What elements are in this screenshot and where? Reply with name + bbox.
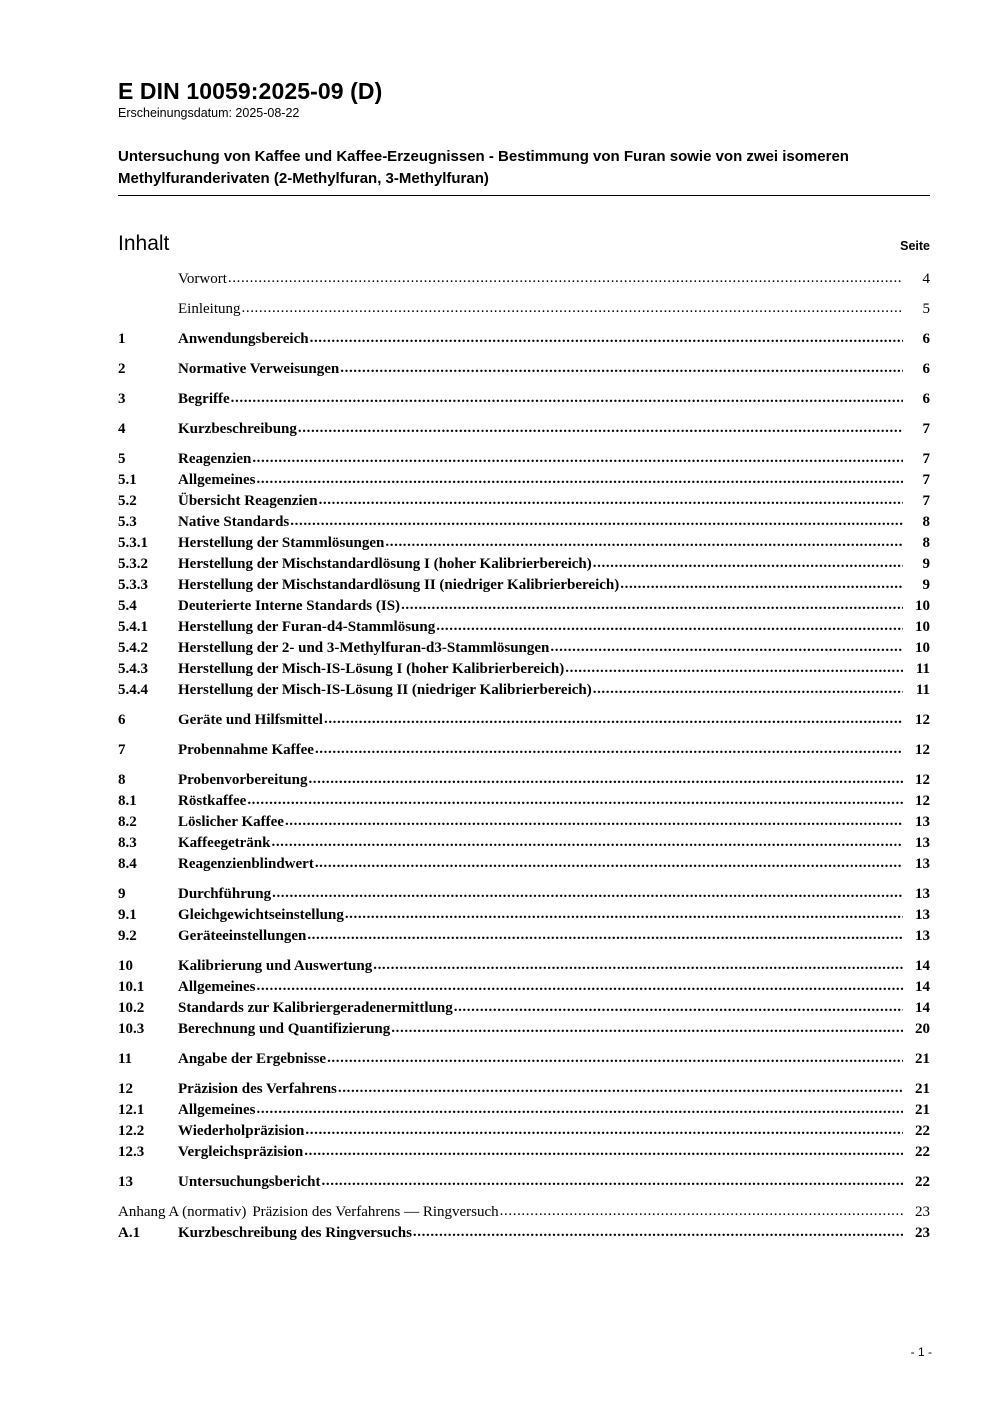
toc-leader-dots <box>315 742 903 757</box>
toc-leader-dots <box>338 1081 903 1096</box>
toc-entry-label: Untersuchungsbericht <box>178 1174 321 1191</box>
toc-page-column-label: Seite <box>900 239 930 254</box>
toc-entry-number: 2 <box>118 361 126 378</box>
toc-entry-number: 12 <box>118 1081 133 1098</box>
toc-entry-number: 5.3.3 <box>118 577 148 594</box>
toc-entry-label: Kurzbeschreibung <box>178 421 297 438</box>
toc-entry-page: 7 <box>922 421 930 438</box>
toc-entry[interactable] <box>118 662 930 683</box>
toc-entry[interactable] <box>118 620 930 641</box>
toc-leader-dots <box>593 556 903 571</box>
toc-entry[interactable] <box>118 599 930 620</box>
toc-header-row <box>118 232 930 256</box>
toc-entry-number: 5.4 <box>118 598 137 615</box>
document-header <box>118 78 932 196</box>
toc-entry-number: 12.1 <box>118 1102 145 1119</box>
toc-entry-page: 7 <box>922 451 930 468</box>
toc-entry-page: 13 <box>915 886 930 903</box>
toc-entry-page: 14 <box>915 958 930 975</box>
toc-entry-label: Kurzbeschreibung des Ringversuchs <box>178 1225 412 1242</box>
toc-entry-number: 8.2 <box>118 814 137 831</box>
toc-entry-page: 7 <box>922 472 930 489</box>
toc-entry-number: 5.3.2 <box>118 556 148 573</box>
toc-entry-page: 9 <box>922 556 930 573</box>
toc-entry-number: 5.4.4 <box>118 682 148 699</box>
toc-entry[interactable] <box>118 980 930 1001</box>
toc-entry-label: Präzision des Verfahrens — Ringversuch <box>252 1204 499 1221</box>
toc-entry-label: Deuterierte Interne Standards (IS) <box>178 598 401 615</box>
toc-entry-label: Geräte und Hilfsmittel <box>178 712 323 729</box>
toc-entry-number: 8 <box>118 772 126 789</box>
toc-entry[interactable] <box>118 743 930 764</box>
toc-entry[interactable] <box>118 362 930 383</box>
toc-entry-number: 5 <box>118 451 126 468</box>
toc-entry-number: 5.4.2 <box>118 640 148 657</box>
toc-leader-dots <box>271 835 903 850</box>
toc-entry-page: 11 <box>915 661 930 678</box>
toc-leader-dots <box>593 682 903 697</box>
toc-entry-label: Native Standards <box>178 514 290 531</box>
toc-leader-dots <box>298 421 903 436</box>
toc-entry[interactable] <box>118 1001 930 1022</box>
toc-entry-page: 22 <box>915 1123 930 1140</box>
toc-entry-label: Herstellung der Mischstandardlösung II (niedriger Kalibrierbereich) <box>178 577 620 594</box>
toc-entry[interactable] <box>118 578 930 599</box>
toc-entry-number: 8.4 <box>118 856 137 873</box>
toc-leader-dots <box>228 271 903 286</box>
toc-entry-number: 9.1 <box>118 907 137 924</box>
toc-entry-number: 10 <box>118 958 133 975</box>
toc-entry[interactable] <box>118 773 930 794</box>
toc-entry-label: Röstkaffee <box>178 793 247 810</box>
toc-entry-label: Reagenzien <box>178 451 252 468</box>
toc-entry-page: 22 <box>915 1174 930 1191</box>
toc-entry[interactable] <box>118 929 930 950</box>
toc-entry-page: 10 <box>915 640 930 657</box>
toc-entry-page: 14 <box>915 1000 930 1017</box>
toc-entry-number: 9.2 <box>118 928 137 945</box>
toc-entry-label: Herstellung der 2- und 3-Methylfuran-d3-Stammlösungen <box>178 640 550 657</box>
toc-entry-page: 22 <box>915 1144 930 1161</box>
toc-entry[interactable] <box>118 794 930 815</box>
toc-entry-page: 21 <box>915 1102 930 1119</box>
toc-entry-page: 13 <box>915 835 930 852</box>
toc-entry-number: 13 <box>118 1174 133 1191</box>
toc-entry[interactable] <box>118 683 930 704</box>
toc-entry-page: 13 <box>915 907 930 924</box>
toc-entry-page: 5 <box>922 301 930 318</box>
toc-leader-dots <box>315 856 903 871</box>
toc-entry-page: 8 <box>922 514 930 531</box>
toc-entry[interactable] <box>118 908 930 929</box>
toc-entry-label: Begriffe <box>178 391 230 408</box>
toc-leader-dots <box>324 712 903 727</box>
toc-entry-label: Probenvorbereitung <box>178 772 308 789</box>
toc-entry[interactable] <box>118 1175 930 1196</box>
toc-leader-dots <box>252 451 903 466</box>
toc-entry-number: 12.3 <box>118 1144 145 1161</box>
toc-entry-label: Allgemeines <box>178 1102 256 1119</box>
toc-entry-page: 9 <box>922 577 930 594</box>
toc-leader-dots <box>256 1102 903 1117</box>
toc-entry-label: Geräteeinstellungen <box>178 928 307 945</box>
toc-entry[interactable] <box>118 515 930 536</box>
toc-entry-page: 14 <box>915 979 930 996</box>
toc-leader-dots <box>304 1144 903 1159</box>
toc-leader-dots <box>413 1225 903 1240</box>
toc-entry[interactable] <box>118 272 930 293</box>
toc-entry-number: 6 <box>118 712 126 729</box>
toc-entry-number: 8.3 <box>118 835 137 852</box>
toc-entry-page: 7 <box>922 493 930 510</box>
toc-entry-page: 20 <box>915 1021 930 1038</box>
page-number: - 1 - <box>910 1345 932 1359</box>
toc-entry[interactable] <box>118 836 930 857</box>
toc-entry[interactable] <box>118 332 930 353</box>
toc-entry[interactable] <box>118 1124 930 1145</box>
toc-entry-number: 10.2 <box>118 1000 145 1017</box>
document-number: E DIN 10059:2025-09 (D) <box>118 78 383 104</box>
toc-entry-label: Übersicht Reagenzien <box>178 493 318 510</box>
toc-leader-dots <box>310 331 903 346</box>
toc-entry-page: 10 <box>915 598 930 615</box>
toc-entry-page: 23 <box>915 1204 930 1221</box>
toc-entry[interactable] <box>118 857 930 878</box>
toc-entry[interactable] <box>118 452 930 473</box>
toc-leader-dots <box>305 1123 903 1138</box>
toc-entry[interactable] <box>118 815 930 836</box>
toc-entry-label: Herstellung der Stammlösungen <box>178 535 385 552</box>
toc-entry-label: Reagenzienblindwert <box>178 856 314 873</box>
toc-entry-number: 5.3.1 <box>118 535 148 552</box>
toc-entry-label: Anwendungsbereich <box>178 331 309 348</box>
toc-entry-number: 11 <box>118 1051 133 1068</box>
toc-entry-label: Allgemeines <box>178 472 256 489</box>
toc-leader-dots <box>247 793 903 808</box>
toc-entry-label: Normative Verweisungen <box>178 361 340 378</box>
toc-entry[interactable] <box>118 536 930 557</box>
toc-entry[interactable] <box>118 1226 930 1247</box>
toc-entry-page: 8 <box>922 535 930 552</box>
toc-entry-label: Berechnung und Quantifizierung <box>178 1021 391 1038</box>
toc-entry-page: 13 <box>915 856 930 873</box>
toc-entry-number: 10.3 <box>118 1021 145 1038</box>
toc-entry-page: 6 <box>922 361 930 378</box>
toc-entry-page: 21 <box>915 1081 930 1098</box>
toc-entry[interactable] <box>118 641 930 662</box>
toc-leader-dots <box>500 1204 903 1219</box>
toc-entry-label: Löslicher Kaffee <box>178 814 284 831</box>
toc-entry[interactable] <box>118 887 930 908</box>
toc-entry-number: 5.1 <box>118 472 137 489</box>
toc-entry-page: 10 <box>915 619 930 636</box>
toc-entry-label: Einleitung <box>178 301 241 318</box>
table-of-contents <box>118 272 930 1247</box>
toc-entry[interactable] <box>118 1103 930 1124</box>
toc-leader-dots <box>340 361 903 376</box>
toc-leader-dots <box>436 619 903 634</box>
toc-entry-number: 4 <box>118 421 126 438</box>
toc-leader-dots <box>550 640 903 655</box>
toc-entry-label: Kaffeegetränk <box>178 835 271 852</box>
toc-entry-label: Kalibrierung und Auswertung <box>178 958 373 975</box>
toc-leader-dots <box>385 535 903 550</box>
document-title: Untersuchung von Kaffee und Kaffee-Erzeugnissen - Bestimmung von Furan sowie von zwei isomeren Methylfuranderivaten (2-Methylfuran, 3-Methylfuran) <box>118 146 930 196</box>
toc-entry-label: Durchführung <box>178 886 272 903</box>
toc-entry[interactable] <box>118 557 930 578</box>
toc-entry-page: 12 <box>915 712 930 729</box>
toc-entry[interactable] <box>118 473 930 494</box>
toc-leader-dots <box>307 928 903 943</box>
toc-entry[interactable] <box>118 392 930 413</box>
toc-entry[interactable] <box>118 302 930 323</box>
toc-entry-label: Präzision des Verfahrens <box>178 1081 337 1098</box>
toc-leader-dots <box>345 907 903 922</box>
toc-entry-label: Allgemeines <box>178 979 256 996</box>
toc-leader-dots <box>319 493 903 508</box>
toc-leader-dots <box>308 772 903 787</box>
toc-leader-dots <box>242 301 904 316</box>
toc-entry[interactable] <box>118 1145 930 1166</box>
toc-entry-number: 10.1 <box>118 979 145 996</box>
toc-leader-dots <box>373 958 903 973</box>
toc-leader-dots <box>231 391 903 406</box>
toc-entry[interactable] <box>118 494 930 515</box>
toc-leader-dots <box>391 1021 903 1036</box>
toc-entry-number: 5.4.3 <box>118 661 148 678</box>
toc-entry-number: 12.2 <box>118 1123 145 1140</box>
toc-entry-page: 23 <box>915 1225 930 1242</box>
toc-leader-dots <box>327 1051 903 1066</box>
toc-entry-label: Standards zur Kalibriergeradenermittlung <box>178 1000 453 1017</box>
toc-entry[interactable] <box>118 1022 930 1043</box>
toc-entry-number: 5.3 <box>118 514 137 531</box>
toc-leader-dots <box>285 814 903 829</box>
toc-entry-page: 6 <box>922 391 930 408</box>
toc-entry-label: Vergleichspräzision <box>178 1144 304 1161</box>
toc-entry-label: Herstellung der Mischstandardlösung I (hoher Kalibrierbereich) <box>178 556 592 573</box>
toc-entry-page: 11 <box>915 682 930 699</box>
toc-entry-number: 7 <box>118 742 126 759</box>
toc-entry[interactable] <box>118 422 930 443</box>
toc-entry-label: Angabe der Ergebnisse <box>178 1051 327 1068</box>
toc-leader-dots <box>256 979 903 994</box>
toc-leader-dots <box>256 472 903 487</box>
toc-entry-page: 6 <box>922 331 930 348</box>
toc-leader-dots <box>565 661 903 676</box>
toc-entry-page: 13 <box>915 928 930 945</box>
toc-entry-label: Wiederholpräzision <box>178 1123 305 1140</box>
toc-entry-label: Probennahme Kaffee <box>178 742 314 759</box>
toc-entry[interactable] <box>118 1082 930 1103</box>
publication-date: Erscheinungsdatum: 2025-08-22 <box>118 106 300 121</box>
toc-entry-page: 12 <box>915 793 930 810</box>
toc-entry-number: 3 <box>118 391 126 408</box>
toc-entry-label: Herstellung der Furan-d4-Stammlösung <box>178 619 436 636</box>
toc-leader-dots <box>322 1174 903 1189</box>
toc-leader-dots <box>620 577 903 592</box>
toc-entry-page: 12 <box>915 742 930 759</box>
toc-entry-number: 9 <box>118 886 126 903</box>
toc-leader-dots <box>401 598 903 613</box>
toc-entry[interactable] <box>118 959 930 980</box>
toc-entry[interactable] <box>118 713 930 734</box>
toc-entry[interactable] <box>118 1205 930 1226</box>
toc-entry-page: 13 <box>915 814 930 831</box>
toc-entry-page: 12 <box>915 772 930 789</box>
toc-entry-label: Gleichgewichtseinstellung <box>178 907 344 924</box>
toc-entry-number: 1 <box>118 331 126 348</box>
toc-entry-number: A.1 <box>118 1225 141 1242</box>
toc-entry[interactable] <box>118 1052 930 1073</box>
toc-entry-label: Herstellung der Misch-IS-Lösung I (hoher Kalibrierbereich) <box>178 661 565 678</box>
toc-heading: Inhalt <box>118 232 170 256</box>
toc-entry-page: 21 <box>915 1051 930 1068</box>
toc-entry-label: Vorwort <box>178 271 227 288</box>
toc-entry-number: 8.1 <box>118 793 137 810</box>
toc-entry-label: Herstellung der Misch-IS-Lösung II (niedriger Kalibrierbereich) <box>178 682 592 699</box>
toc-leader-dots <box>272 886 903 901</box>
toc-leader-dots <box>454 1000 903 1015</box>
toc-entry-page: 4 <box>922 271 930 288</box>
toc-leader-dots <box>290 514 903 529</box>
toc-entry-number: Anhang A (normativ) <box>118 1204 247 1221</box>
toc-entry-number: 5.4.1 <box>118 619 148 636</box>
toc-entry-number: 5.2 <box>118 493 137 510</box>
